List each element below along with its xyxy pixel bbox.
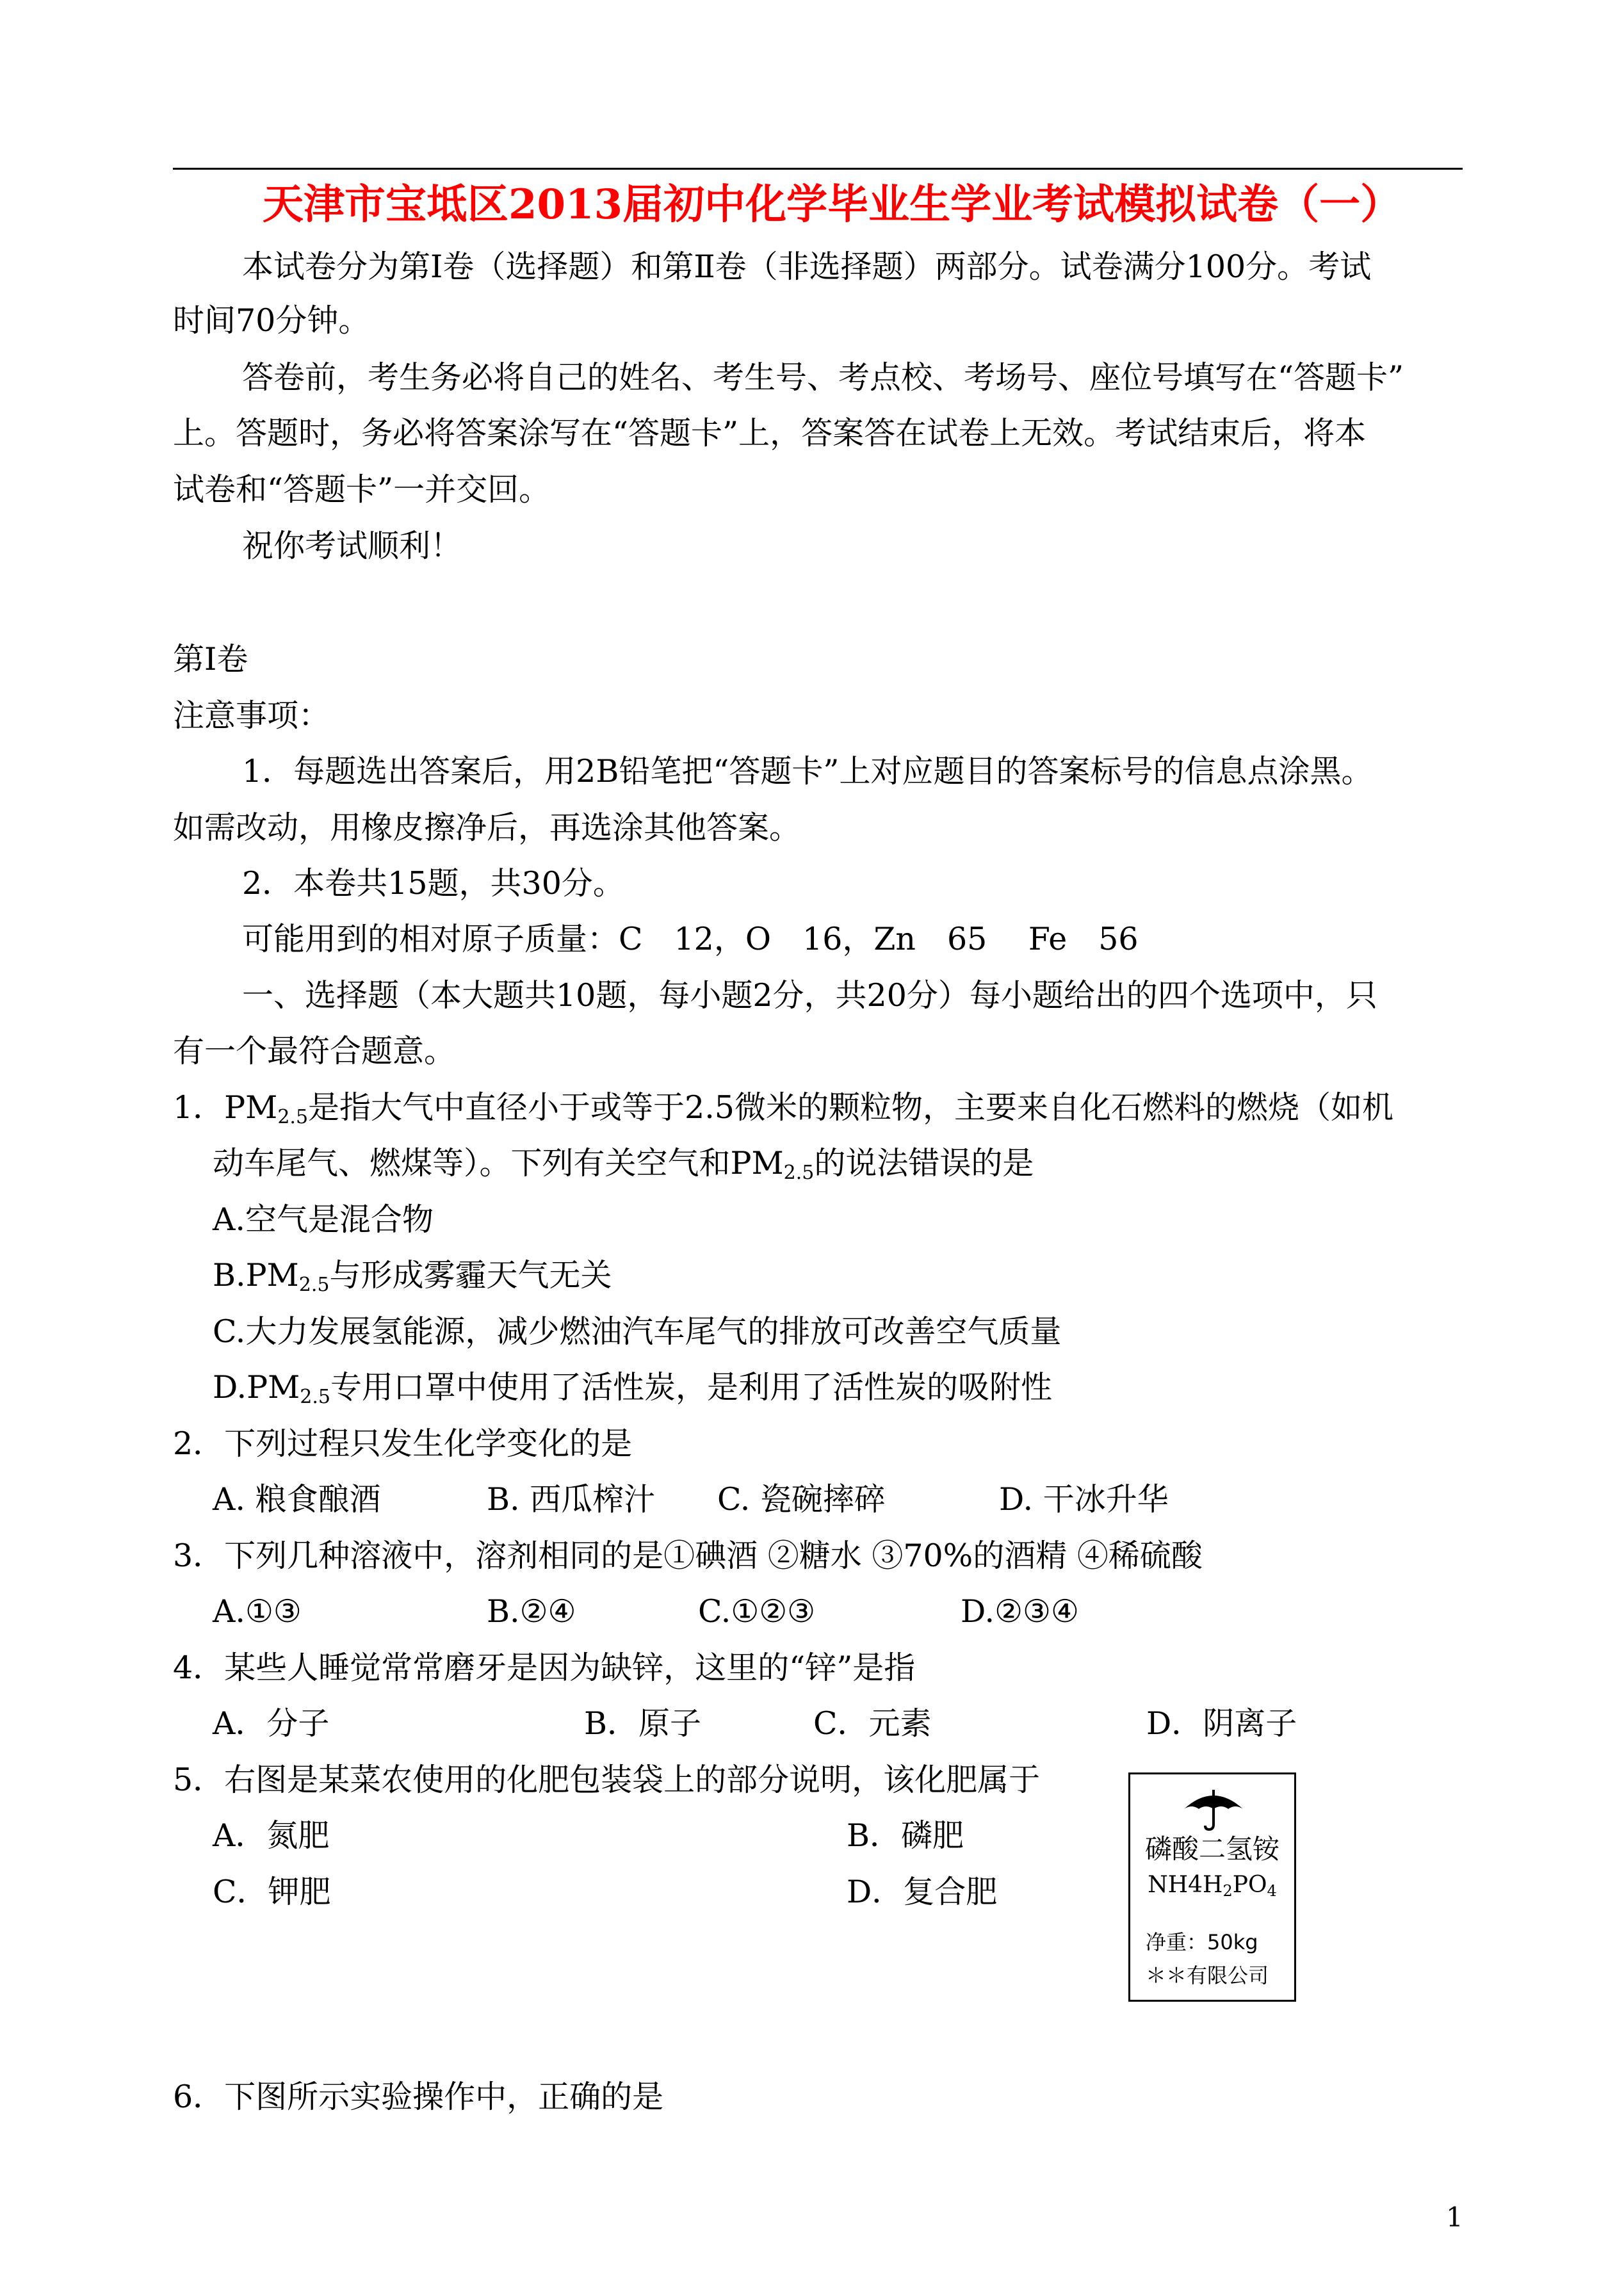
intro-paragraph-2-line-3: 试卷和“答题卡”一并交回。	[173, 471, 551, 508]
pm-subscript: 2.5	[300, 1386, 330, 1408]
umbrella-icon	[1181, 1787, 1246, 1832]
q5-stem: 5．右图是某菜农使用的化肥包装袋上的部分说明，该化肥属于	[173, 1762, 1041, 1798]
formula-subscript: 4	[1267, 1882, 1277, 1900]
q1-option-b	[213, 1253, 612, 1298]
q1-stem-line-2-b: 的说法错误的是	[814, 1145, 1034, 1181]
q2-option-c: C. 瓷碗摔碎	[717, 1481, 886, 1518]
q1-option-a: A.空气是混合物	[213, 1201, 434, 1238]
q5-option-a: A．氮肥	[213, 1817, 330, 1854]
fertilizer-name: 磷酸二氢铵	[1144, 1833, 1279, 1865]
q3-option-d: D.②③④	[961, 1593, 1079, 1630]
q5-option-d: D．复合肥	[847, 1874, 998, 1910]
intro-paragraph-2-line-1: 答卷前，考生务必将自己的姓名、考生号、考点校、考场号、座位号填写在“答题卡”	[242, 359, 1404, 396]
atomic-mass-line: 可能用到的相对原子质量：C 12，O 16，Zn 65 Fe 56	[242, 921, 1139, 957]
intro-paragraph-3: 祝你考试顺利！	[242, 528, 462, 564]
q2-option-b: B. 西瓜榨汁	[487, 1481, 656, 1518]
q5-option-c: C．钾肥	[213, 1874, 331, 1910]
q1-option-b-a: B.PM	[213, 1257, 299, 1293]
q1-stem-line-2-a: 动车尾气、燃煤等）。下列有关空气和PM	[213, 1145, 784, 1181]
intro-paragraph-1-line-1: 本试卷分为第Ⅰ卷（选择题）和第Ⅱ卷（非选择题）两部分。试卷满分100分。考试	[242, 248, 1372, 285]
q4-option-c: C．元素	[813, 1705, 932, 1742]
intro-paragraph-1-line-2: 时间70分钟。	[173, 302, 370, 339]
q4-option-b: B．原子	[584, 1705, 702, 1742]
intro-paragraph-2-line-2: 上。答题时，务必将答案涂写在“答题卡”上，答案答在试卷上无效。考试结束后，将本	[173, 415, 1367, 451]
pm-subscript: 2.5	[783, 1162, 815, 1184]
q3-option-a: A.①③	[213, 1593, 302, 1630]
notice-heading: 注意事项：	[173, 697, 330, 734]
q1-stem-prefix: 1．PM	[173, 1089, 278, 1126]
fertilizer-company: ＊＊有限公司	[1146, 1963, 1269, 1988]
q2-stem: 2．下列过程只发生化学变化的是	[173, 1425, 633, 1462]
fertilizer-label-image	[1128, 1772, 1296, 2002]
q4-option-a: A．分子	[213, 1705, 330, 1742]
q2-option-a: A. 粮食酿酒	[213, 1481, 381, 1518]
formula-part: NH4H	[1148, 1872, 1223, 1898]
formula-subscript: 2	[1222, 1882, 1233, 1900]
pm-subscript: 2.5	[298, 1274, 330, 1296]
q6-stem: 6．下图所示实验操作中，正确的是	[173, 2079, 664, 2115]
q3-option-b: B.②④	[487, 1593, 576, 1630]
q1-stem-text: 是指大气中直径小于或等于2.5微米的颗粒物，主要来自化石燃料的燃烧（如机	[308, 1089, 1393, 1126]
q1-option-b-b: 与形成雾霾天气无关	[329, 1257, 612, 1293]
q1-option-d-a: D.PM	[213, 1369, 300, 1406]
part-1-heading: 第Ⅰ卷	[173, 641, 248, 677]
fertilizer-formula	[1130, 1869, 1294, 1901]
notice-1-line-2: 如需改动，用橡皮擦净后，再选涂其他答案。	[173, 809, 801, 846]
q4-stem: 4．某些人睡觉常常磨牙是因为缺锌，这里的“锌”是指	[173, 1650, 916, 1686]
q1-stem-line-2	[213, 1141, 1034, 1186]
page-number: 1	[1446, 2202, 1463, 2233]
q1-option-c: C.大力发展氢能源，减少燃油汽车尾气的排放可改善空气质量	[213, 1313, 1062, 1350]
section-1-line-2: 有一个最符合题意。	[173, 1033, 456, 1069]
pm-subscript: 2.5	[277, 1106, 309, 1128]
q1-stem-line-1	[173, 1085, 1393, 1130]
notice-2: 2．本卷共15题，共30分。	[242, 865, 624, 902]
notice-1-line-1: 1．每题选出答案后，用2B铅笔把“答题卡”上对应题目的答案标号的信息点涂黑。	[242, 753, 1373, 790]
q4-option-d: D．阴离子	[1146, 1705, 1297, 1742]
q3-stem: 3．下列几种溶液中，溶剂相同的是①碘酒 ②糖水 ③70%的酒精 ④稀硫酸	[173, 1537, 1203, 1574]
fertilizer-weight: 净重：50kg	[1146, 1930, 1258, 1954]
section-1-line-1: 一、选择题（本大题共10题，每小题2分，共20分）每小题给出的四个选项中，只	[242, 977, 1377, 1014]
q2-option-d: D. 干冰升华	[999, 1481, 1169, 1518]
formula-part: PO	[1232, 1872, 1267, 1898]
header-rule	[173, 168, 1463, 170]
q5-option-b: B．磷肥	[847, 1817, 964, 1854]
q3-option-c: C.①②③	[698, 1593, 816, 1630]
q1-option-d	[213, 1365, 1052, 1410]
document-title: 天津市宝坻区2013届初中化学毕业生学业考试模拟试卷（一）	[263, 181, 1402, 229]
q1-option-d-b: 专用口罩中使用了活性炭，是利用了活性炭的吸附性	[330, 1369, 1052, 1406]
